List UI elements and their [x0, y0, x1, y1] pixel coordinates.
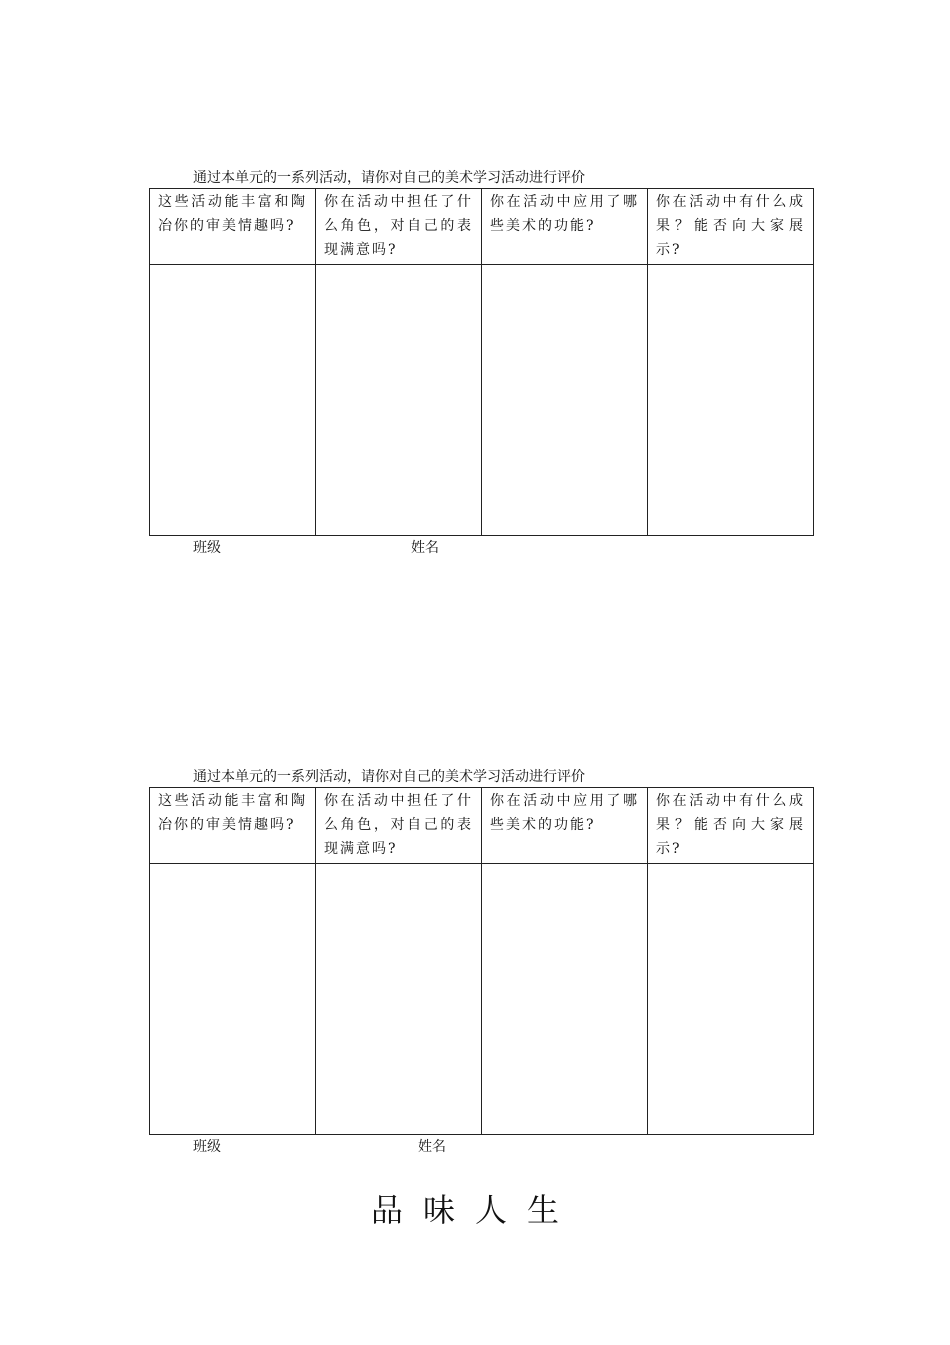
name-label: 姓名 [411, 540, 439, 556]
question-text: 你在活动中有什么成果？能否向大家展示? [656, 793, 805, 857]
section-title: 品味人生 [370, 1191, 579, 1229]
question-text: 这些活动能丰富和陶冶你的审美情趣吗? [158, 793, 307, 833]
evaluation-sheet-2 [149, 767, 814, 1157]
question-row [150, 189, 814, 265]
evaluation-table [149, 188, 814, 536]
answer-cell-results[interactable] [648, 265, 814, 536]
question-text: 这些活动能丰富和陶冶你的审美情趣吗? [158, 194, 307, 234]
question-text: 你在活动中有什么成果？能否向大家展示? [656, 194, 805, 258]
question-row [150, 788, 814, 864]
question-cell-role [316, 788, 482, 864]
question-text: 你在活动中应用了哪些美术的功能? [490, 194, 639, 234]
evaluation-table [149, 787, 814, 1135]
instruction-text: 通过本单元的一系列活动，请你对自己的美术学习活动进行评价 [193, 170, 585, 186]
class-label: 班级 [193, 540, 221, 556]
sheet-footer [149, 1135, 814, 1157]
answer-cell-function[interactable] [482, 265, 648, 536]
question-text: 你在活动中担任了什么角色，对自己的表现满意吗? [324, 793, 473, 857]
answer-cell-role[interactable] [316, 864, 482, 1135]
name-label: 姓名 [418, 1139, 446, 1155]
answer-row [150, 864, 814, 1135]
sheet-footer [149, 536, 814, 558]
class-label: 班级 [193, 1139, 221, 1155]
question-cell-aesthetic [150, 189, 316, 265]
evaluation-sheet-1 [149, 168, 814, 558]
question-text: 你在活动中担任了什么角色，对自己的表现满意吗? [324, 194, 473, 258]
question-cell-role [316, 189, 482, 265]
answer-cell-aesthetic[interactable] [150, 265, 316, 536]
question-cell-results [648, 189, 814, 265]
question-cell-function [482, 189, 648, 265]
answer-cell-results[interactable] [648, 864, 814, 1135]
answer-cell-function[interactable] [482, 864, 648, 1135]
question-cell-function [482, 788, 648, 864]
answer-row [150, 265, 814, 536]
answer-cell-aesthetic[interactable] [150, 864, 316, 1135]
question-cell-aesthetic [150, 788, 316, 864]
answer-cell-role[interactable] [316, 265, 482, 536]
question-cell-results [648, 788, 814, 864]
question-text: 你在活动中应用了哪些美术的功能? [490, 793, 639, 833]
instruction-text: 通过本单元的一系列活动，请你对自己的美术学习活动进行评价 [193, 769, 585, 785]
